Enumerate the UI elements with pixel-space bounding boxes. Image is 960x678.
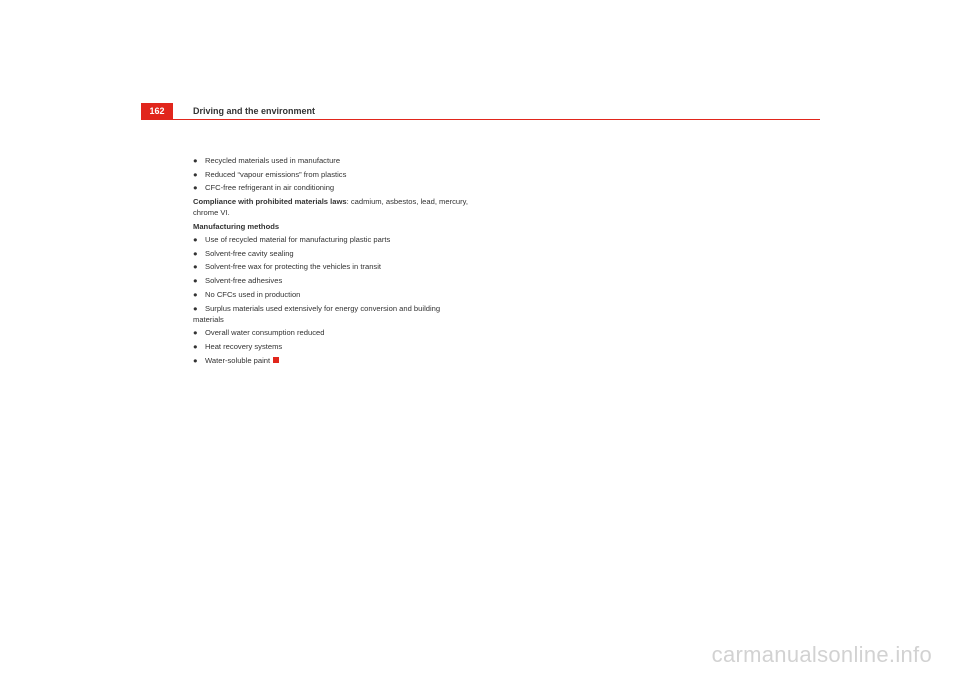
watermark: carmanualsonline.info [711, 642, 932, 667]
list-item [193, 234, 468, 245]
manufacturing-heading: Manufacturing methods [193, 222, 280, 232]
list-item [193, 248, 468, 259]
list-item-text: Solvent-free cavity sealing [205, 248, 294, 258]
bullet-icon: ● [193, 341, 198, 351]
list-item [193, 355, 468, 366]
list-item [193, 155, 468, 166]
list-item [193, 275, 468, 286]
compliance-text: : cadmium, asbestos, lead, mercury, chrome VI. [193, 197, 469, 218]
page-number: 162 [141, 103, 173, 119]
list-item [193, 327, 468, 338]
page-content [193, 155, 468, 368]
list-item-text: Reduced “vapour emissions” from plastics [205, 169, 347, 179]
list-item [193, 169, 468, 180]
list-item-text: Overall water consumption reduced [205, 328, 325, 338]
list-item [193, 341, 468, 352]
bullet-icon: ● [193, 248, 198, 258]
section-title: Driving and the environment [193, 106, 316, 116]
bullet-icon: ● [193, 262, 198, 272]
list-item-text: CFC-free refrigerant in air conditioning [205, 183, 335, 193]
list-item [193, 289, 468, 300]
manufacturing-list [193, 234, 468, 366]
list-item-text: Recycled materials used in manufacture [205, 156, 341, 165]
bullet-icon: ● [193, 276, 198, 286]
features-list [193, 155, 468, 193]
list-item-text: Surplus materials used extensively for energy conversion and building materials [193, 303, 441, 324]
list-item-text: Water-soluble paint [205, 355, 271, 365]
list-item-text: Solvent-free wax for protecting the vehicles in transit [205, 262, 382, 272]
list-item-text: Solvent-free adhesives [205, 276, 283, 286]
bullet-icon: ● [193, 156, 198, 165]
header-divider [141, 119, 820, 120]
bullet-icon: ● [193, 235, 198, 245]
bullet-icon: ● [193, 183, 198, 193]
list-item-text: Use of recycled material for manufacturing plastic parts [205, 235, 391, 245]
compliance-paragraph [193, 196, 468, 218]
list-item-text: Heat recovery systems [205, 341, 283, 351]
list-item-text: No CFCs used in production [205, 289, 301, 299]
bullet-icon: ● [193, 303, 198, 313]
bullet-icon: ● [193, 289, 198, 299]
list-item [193, 261, 468, 272]
section-end-marker-icon [273, 357, 279, 363]
bullet-icon: ● [193, 328, 198, 338]
bullet-icon: ● [193, 169, 198, 179]
bullet-icon: ● [193, 355, 198, 365]
list-item [193, 182, 468, 193]
compliance-label: Compliance with prohibited materials laws [193, 197, 347, 207]
list-item [193, 303, 468, 325]
